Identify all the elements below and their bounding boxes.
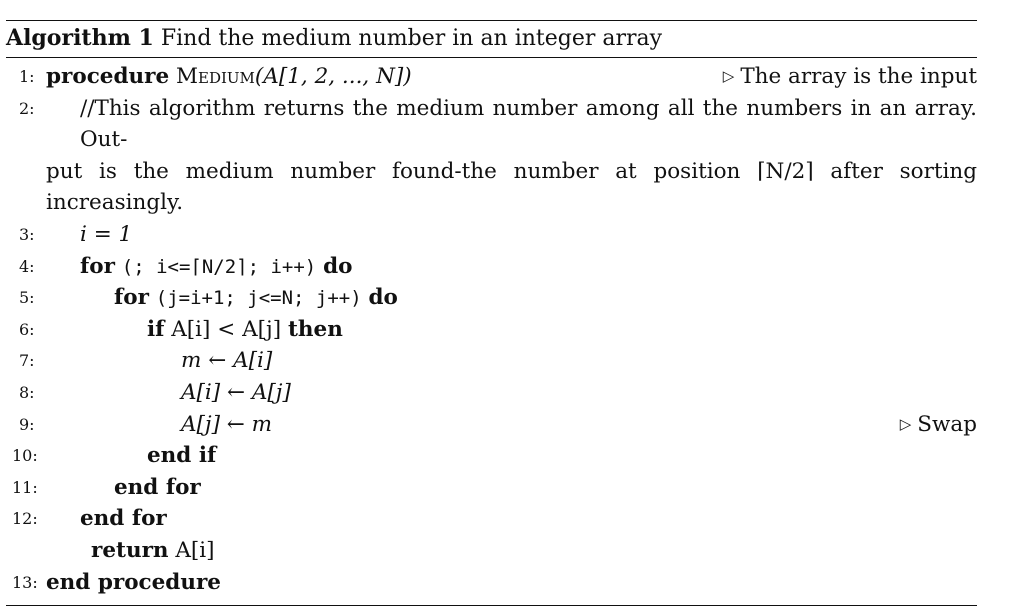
- algorithm-line-6: [6, 314, 977, 346]
- line-code: [114, 282, 398, 315]
- algorithm-line-13: [6, 567, 977, 599]
- caption-label: Algorithm 1: [6, 25, 154, 51]
- line-comment: [900, 409, 977, 443]
- algorithm-caption: [6, 21, 977, 53]
- return-value: A[i]: [175, 537, 215, 563]
- line-number: 11:: [12, 477, 38, 497]
- procedure-args: (A[1, 2, ..., N]): [254, 64, 412, 89]
- comment-text: Swap: [917, 411, 977, 437]
- line-number: 9:: [19, 414, 35, 434]
- line-code: A[j] ← m: [181, 411, 273, 437]
- line-code: end for: [114, 474, 201, 500]
- line-code: [80, 251, 352, 284]
- line-code: i = 1: [80, 221, 133, 247]
- keyword-do: do: [368, 285, 398, 311]
- line-code: end if: [147, 443, 217, 469]
- loop-condition: (j=i+1; j<=N; j++): [155, 287, 362, 310]
- keyword-then: then: [287, 316, 343, 342]
- algorithm-line-10: [6, 440, 977, 472]
- line-code: [147, 314, 343, 346]
- comment-triangle-icon: ▷: [899, 414, 912, 433]
- line-number: 13:: [12, 572, 38, 592]
- algorithm-line-return: [6, 535, 977, 567]
- line-number: 5:: [19, 288, 35, 308]
- algorithm-line-7: [6, 345, 977, 377]
- line-number: 2:: [19, 98, 35, 118]
- comment-row-2: put is the medium number found-the number at position ⌈N/2⌉ after sorting increasingly.: [46, 158, 977, 216]
- algorithm-block: [6, 20, 977, 606]
- if-condition: A[i] < A[j]: [171, 316, 282, 342]
- line-comment: [723, 61, 977, 95]
- algorithm-line-8: [6, 377, 977, 409]
- comment-triangle-icon: ▷: [722, 67, 735, 85]
- procedure-name: Medium: [176, 64, 255, 89]
- comment-text: The array is the input: [740, 64, 977, 89]
- keyword-for: for: [80, 253, 115, 279]
- line-number: 1:: [19, 67, 35, 86]
- caption-title: Find the medium number in an integer array: [160, 26, 663, 51]
- line-number: 10:: [12, 446, 38, 466]
- algorithm-line-11: [6, 472, 977, 504]
- line-number: 8:: [19, 382, 35, 402]
- keyword-procedure: procedure: [46, 64, 170, 89]
- line-code: end procedure: [46, 569, 221, 595]
- caption-rule: [6, 57, 977, 58]
- keyword-for: for: [114, 285, 149, 311]
- algorithm-line-4: [6, 251, 977, 283]
- keyword-if: if: [147, 316, 165, 342]
- line-code: m ← A[i]: [181, 348, 273, 374]
- line-number: 7:: [19, 351, 35, 371]
- line-code: [91, 535, 215, 567]
- line-code: A[i] ← A[j]: [181, 379, 291, 405]
- algorithm-line-3: [6, 219, 977, 251]
- line-number: 3:: [19, 224, 35, 244]
- line-number: 4:: [19, 256, 35, 276]
- line-number: 6:: [19, 319, 35, 339]
- algorithm-line-2: [6, 93, 977, 219]
- loop-condition: (; i<=⌈N/2⌉; i++): [121, 255, 317, 278]
- comment-row-1: //This algorithm returns the medium number among all the numbers in an array. Out-: [80, 95, 977, 153]
- algorithm-line-5: [6, 282, 977, 314]
- keyword-do: do: [323, 253, 353, 279]
- keyword-return: return: [91, 537, 169, 563]
- algorithm-line-12: [6, 503, 977, 535]
- line-code: end for: [80, 506, 167, 532]
- algorithm-line-9: [6, 409, 977, 441]
- algorithm-line-1: [6, 61, 977, 93]
- comment-paragraph: [46, 93, 977, 219]
- line-code: [46, 61, 412, 93]
- line-number: 12:: [12, 509, 38, 529]
